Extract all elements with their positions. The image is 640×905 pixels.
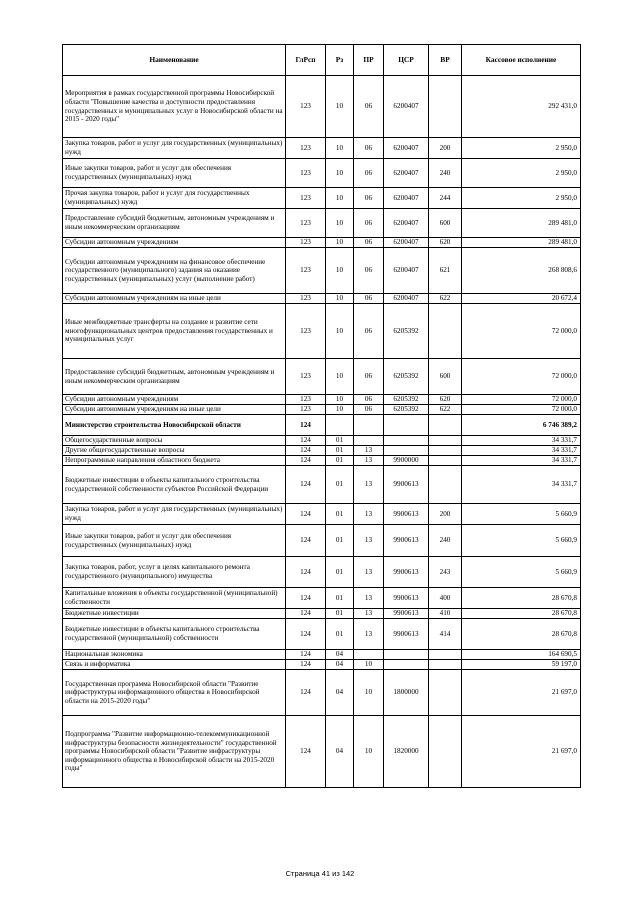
- cell-vr: 240: [429, 159, 462, 188]
- cell-grbs: 123: [286, 138, 326, 159]
- cell-rz: 10: [326, 159, 354, 188]
- cell-csr: 6205392: [384, 359, 429, 395]
- cell-grbs: 124: [286, 716, 326, 788]
- cell-rz: 01: [326, 588, 354, 609]
- cell-amount: 34 331,7: [462, 456, 581, 466]
- cell-pr: 13: [354, 619, 384, 650]
- cell-grbs: 124: [286, 415, 326, 436]
- cell-grbs: 124: [286, 504, 326, 525]
- cell-rz: 10: [326, 294, 354, 304]
- cell-rz: 01: [326, 436, 354, 446]
- cell-name: Мероприятия в рамках государственной программы Новосибирской области "Повышение качества и доступности предоставления государственных и муниципальных услуг в Новосибирской области на 2015 - 2020 годы": [63, 76, 286, 138]
- cell-rz: 10: [326, 395, 354, 405]
- cell-rz: 01: [326, 525, 354, 557]
- table-row: [63, 415, 581, 436]
- cell-amount: 72 000,0: [462, 395, 581, 405]
- cell-name: Субсидии автономным учреждениям на иные цели: [63, 294, 286, 304]
- cell-name: Министерство строительства Новосибирской области: [63, 415, 286, 436]
- cell-vr: 620: [429, 395, 462, 405]
- table-row: [63, 159, 581, 188]
- cell-pr: 10: [354, 716, 384, 788]
- cell-csr: [384, 650, 429, 660]
- table-row: [63, 619, 581, 650]
- table-row: [63, 76, 581, 138]
- table-row: [63, 188, 581, 209]
- cell-grbs: 123: [286, 359, 326, 395]
- cell-vr: [429, 436, 462, 446]
- cell-grbs: 124: [286, 466, 326, 504]
- cell-pr: 13: [354, 456, 384, 466]
- header-csr: ЦСР: [384, 45, 429, 76]
- cell-rz: 10: [326, 188, 354, 209]
- cell-csr: 9900613: [384, 557, 429, 588]
- cell-vr: 621: [429, 248, 462, 294]
- table-row: [63, 456, 581, 466]
- cell-vr: [429, 716, 462, 788]
- cell-csr: [384, 660, 429, 670]
- cell-name: Иные межбюджетные трансферты на создание и развитие сети многофункциональных центров предоставления государственных и муниципальных услуг: [63, 304, 286, 359]
- cell-vr: [429, 466, 462, 504]
- cell-vr: 622: [429, 294, 462, 304]
- cell-pr: 13: [354, 609, 384, 619]
- table-row: [63, 359, 581, 395]
- cell-name: Бюджетные инвестиции в объекты капитального строительства государственной (муниципальной) собственности: [63, 619, 286, 650]
- cell-amount: 6 746 389,2: [462, 415, 581, 436]
- cell-pr: 06: [354, 405, 384, 415]
- cell-csr: [384, 446, 429, 456]
- cell-csr: [384, 436, 429, 446]
- cell-vr: [429, 304, 462, 359]
- cell-pr: [354, 650, 384, 660]
- cell-csr: 9900613: [384, 525, 429, 557]
- cell-csr: 6200407: [384, 238, 429, 248]
- cell-csr: 6200407: [384, 294, 429, 304]
- cell-vr: [429, 670, 462, 716]
- cell-csr: 9900613: [384, 588, 429, 609]
- cell-vr: [429, 456, 462, 466]
- cell-amount: 2 950,0: [462, 138, 581, 159]
- cell-pr: [354, 415, 384, 436]
- cell-csr: 6205392: [384, 395, 429, 405]
- cell-rz: 01: [326, 504, 354, 525]
- cell-rz: 10: [326, 238, 354, 248]
- cell-name: Общегосударственные вопросы: [63, 436, 286, 446]
- cell-vr: [429, 76, 462, 138]
- table-row: [63, 405, 581, 415]
- cell-grbs: 124: [286, 446, 326, 456]
- cell-amount: 5 660,9: [462, 557, 581, 588]
- cell-rz: 04: [326, 670, 354, 716]
- cell-rz: 01: [326, 466, 354, 504]
- cell-csr: 6200407: [384, 209, 429, 238]
- cell-rz: 10: [326, 248, 354, 294]
- table-row: [63, 248, 581, 294]
- table-body: [63, 76, 581, 788]
- cell-grbs: 124: [286, 525, 326, 557]
- cell-name: Иные закупки товаров, работ и услуг для обеспечения государственных (муниципальных) нужд: [63, 525, 286, 557]
- cell-vr: 620: [429, 238, 462, 248]
- cell-name: Предоставление субсидий бюджетным, автономным учреждениям и иным некоммерческим организациям: [63, 359, 286, 395]
- cell-pr: 10: [354, 670, 384, 716]
- cell-amount: 34 331,7: [462, 466, 581, 504]
- cell-vr: 600: [429, 359, 462, 395]
- cell-pr: 06: [354, 395, 384, 405]
- cell-pr: 06: [354, 138, 384, 159]
- table-row: [63, 446, 581, 456]
- header-grbs: ГлРсп: [286, 45, 326, 76]
- cell-rz: 10: [326, 304, 354, 359]
- table-row: [63, 525, 581, 557]
- cell-vr: 200: [429, 504, 462, 525]
- table-row: [63, 716, 581, 788]
- cell-csr: 6200407: [384, 138, 429, 159]
- cell-csr: 9900613: [384, 466, 429, 504]
- cell-csr: [384, 415, 429, 436]
- cell-grbs: 123: [286, 304, 326, 359]
- table-row: [63, 504, 581, 525]
- cell-pr: 06: [354, 76, 384, 138]
- cell-csr: 1820000: [384, 716, 429, 788]
- cell-name: Бюджетные инвестиции в объекты капитального строительства государственной собственности субъектов Российской Федерации: [63, 466, 286, 504]
- cell-grbs: 123: [286, 395, 326, 405]
- cell-csr: 6200407: [384, 188, 429, 209]
- cell-csr: 9900613: [384, 609, 429, 619]
- cell-grbs: 123: [286, 159, 326, 188]
- header-pr: ПР: [354, 45, 384, 76]
- cell-vr: [429, 650, 462, 660]
- cell-amount: 72 000,0: [462, 359, 581, 395]
- cell-grbs: 123: [286, 209, 326, 238]
- cell-name: Закупка товаров, работ и услуг для государственных (муниципальных) нужд: [63, 504, 286, 525]
- cell-name: Другие общегосударственные вопросы: [63, 446, 286, 456]
- cell-pr: 10: [354, 660, 384, 670]
- cell-amount: 34 331,7: [462, 446, 581, 456]
- cell-pr: 13: [354, 557, 384, 588]
- cell-name: Бюджетные инвестиции: [63, 609, 286, 619]
- cell-name: Прочая закупка товаров, работ и услуг для государственных (муниципальных) нужд: [63, 188, 286, 209]
- cell-grbs: 124: [286, 619, 326, 650]
- cell-pr: 06: [354, 238, 384, 248]
- cell-amount: 72 000,0: [462, 405, 581, 415]
- cell-vr: 400: [429, 588, 462, 609]
- cell-name: Закупка товаров, работ и услуг для государственных (муниципальных) нужд: [63, 138, 286, 159]
- cell-pr: 06: [354, 209, 384, 238]
- budget-table-sheet: [62, 44, 580, 788]
- cell-grbs: 124: [286, 670, 326, 716]
- cell-grbs: 124: [286, 436, 326, 446]
- cell-name: Государственная программа Новосибирской области "Развитие инфраструктуры информационного общества в Новосибирской области на 2015-2020 годы": [63, 670, 286, 716]
- cell-grbs: 124: [286, 456, 326, 466]
- cell-name: Капитальные вложения в объекты государственной (муниципальной) собственности: [63, 588, 286, 609]
- cell-vr: 200: [429, 138, 462, 159]
- cell-amount: 289 481,0: [462, 209, 581, 238]
- cell-name: Связь и информатика: [63, 660, 286, 670]
- cell-name: Субсидии автономным учреждениям на иные цели: [63, 405, 286, 415]
- table-row: [63, 395, 581, 405]
- cell-name: Предоставление субсидий бюджетным, автономным учреждениям и иным некоммерческим организациям: [63, 209, 286, 238]
- cell-csr: 6200407: [384, 248, 429, 294]
- cell-grbs: 123: [286, 76, 326, 138]
- cell-pr: 13: [354, 446, 384, 456]
- cell-rz: 04: [326, 716, 354, 788]
- cell-rz: 10: [326, 359, 354, 395]
- cell-amount: 72 000,0: [462, 304, 581, 359]
- cell-amount: 2 950,0: [462, 159, 581, 188]
- cell-rz: 01: [326, 456, 354, 466]
- cell-amount: 5 660,9: [462, 504, 581, 525]
- cell-vr: 622: [429, 405, 462, 415]
- cell-grbs: 124: [286, 557, 326, 588]
- cell-amount: 5 660,9: [462, 525, 581, 557]
- cell-name: Национальная экономика: [63, 650, 286, 660]
- cell-csr: 6205392: [384, 304, 429, 359]
- cell-vr: [429, 415, 462, 436]
- table-row: [63, 138, 581, 159]
- cell-vr: 244: [429, 188, 462, 209]
- table-row: [63, 588, 581, 609]
- cell-amount: 2 950,0: [462, 188, 581, 209]
- cell-csr: 1800000: [384, 670, 429, 716]
- cell-pr: 13: [354, 466, 384, 504]
- cell-csr: 6205392: [384, 405, 429, 415]
- cell-rz: 01: [326, 557, 354, 588]
- cell-grbs: 124: [286, 650, 326, 660]
- cell-name: Иные закупки товаров, работ и услуг для обеспечения государственных (муниципальных) нужд: [63, 159, 286, 188]
- cell-grbs: 124: [286, 609, 326, 619]
- cell-amount: 268 808,6: [462, 248, 581, 294]
- cell-rz: 01: [326, 619, 354, 650]
- table-row: [63, 650, 581, 660]
- cell-name: Субсидии автономным учреждениям: [63, 238, 286, 248]
- cell-pr: 13: [354, 525, 384, 557]
- cell-name: Закупка товаров, работ, услуг в целях капитального ремонта государственного (муниципального) имущества: [63, 557, 286, 588]
- cell-grbs: 124: [286, 588, 326, 609]
- cell-csr: 6200407: [384, 159, 429, 188]
- table-row: [63, 670, 581, 716]
- cell-rz: 10: [326, 138, 354, 159]
- cell-grbs: 123: [286, 188, 326, 209]
- cell-pr: 13: [354, 504, 384, 525]
- cell-rz: [326, 415, 354, 436]
- cell-pr: 06: [354, 294, 384, 304]
- table-row: [63, 209, 581, 238]
- table-row: [63, 466, 581, 504]
- cell-csr: 9900613: [384, 619, 429, 650]
- cell-amount: 59 197,0: [462, 660, 581, 670]
- table-row: [63, 609, 581, 619]
- cell-amount: 21 697,0: [462, 670, 581, 716]
- cell-name: Непрограммные направления областного бюджета: [63, 456, 286, 466]
- cell-rz: 01: [326, 446, 354, 456]
- page-number-footer: Страница 41 из 142: [285, 869, 355, 878]
- header-name: Наименование: [63, 45, 286, 76]
- cell-pr: 06: [354, 359, 384, 395]
- table-row: [63, 436, 581, 446]
- cell-rz: 10: [326, 76, 354, 138]
- cell-amount: 20 672,4: [462, 294, 581, 304]
- cell-grbs: 123: [286, 294, 326, 304]
- cell-rz: 04: [326, 660, 354, 670]
- table-row: [63, 294, 581, 304]
- header-vr: ВР: [429, 45, 462, 76]
- cell-pr: 06: [354, 304, 384, 359]
- header-amount: Кассовое исполнение: [462, 45, 581, 76]
- table-row: [63, 557, 581, 588]
- cell-rz: 10: [326, 209, 354, 238]
- cell-pr: 06: [354, 159, 384, 188]
- cell-vr: [429, 446, 462, 456]
- cell-amount: 289 481,0: [462, 238, 581, 248]
- cell-amount: 21 697,0: [462, 716, 581, 788]
- cell-amount: 28 670,8: [462, 619, 581, 650]
- cell-name: Подпрограмма "Развитие информационно-телекоммуникационной инфраструктуры безопасности жизнедеятельности" государственной программы Новосибирской области "Развитие инфраструктуры информационного общества в Новосибирской области на 2015-2020 годы": [63, 716, 286, 788]
- cell-rz: 04: [326, 650, 354, 660]
- cell-csr: 6200407: [384, 76, 429, 138]
- cell-amount: 164 690,5: [462, 650, 581, 660]
- cell-grbs: 123: [286, 238, 326, 248]
- table-header-row: [63, 45, 581, 76]
- table-row: [63, 238, 581, 248]
- cell-name: Субсидии автономным учреждениям: [63, 395, 286, 405]
- cell-pr: 13: [354, 588, 384, 609]
- cell-vr: 414: [429, 619, 462, 650]
- cell-grbs: 123: [286, 248, 326, 294]
- cell-vr: 600: [429, 209, 462, 238]
- cell-pr: 06: [354, 248, 384, 294]
- cell-amount: 34 331,7: [462, 436, 581, 446]
- cell-rz: 10: [326, 405, 354, 415]
- cell-rz: 01: [326, 609, 354, 619]
- cell-amount: 292 431,0: [462, 76, 581, 138]
- header-rz: Рз: [326, 45, 354, 76]
- cell-csr: 9900000: [384, 456, 429, 466]
- cell-vr: [429, 660, 462, 670]
- cell-pr: [354, 436, 384, 446]
- cell-grbs: 124: [286, 660, 326, 670]
- cell-name: Субсидии автономным учреждениям на финансовое обеспечение государственного (муниципального) задания на оказание государственных (муниципальных) услуг (выполнение работ): [63, 248, 286, 294]
- cell-amount: 28 670,8: [462, 588, 581, 609]
- cell-vr: 410: [429, 609, 462, 619]
- cell-csr: 9900613: [384, 504, 429, 525]
- table-row: [63, 660, 581, 670]
- table-row: [63, 304, 581, 359]
- cell-grbs: 123: [286, 405, 326, 415]
- cell-pr: 06: [354, 188, 384, 209]
- budget-table: [62, 44, 581, 788]
- cell-vr: 243: [429, 557, 462, 588]
- cell-vr: 240: [429, 525, 462, 557]
- cell-amount: 28 670,8: [462, 609, 581, 619]
